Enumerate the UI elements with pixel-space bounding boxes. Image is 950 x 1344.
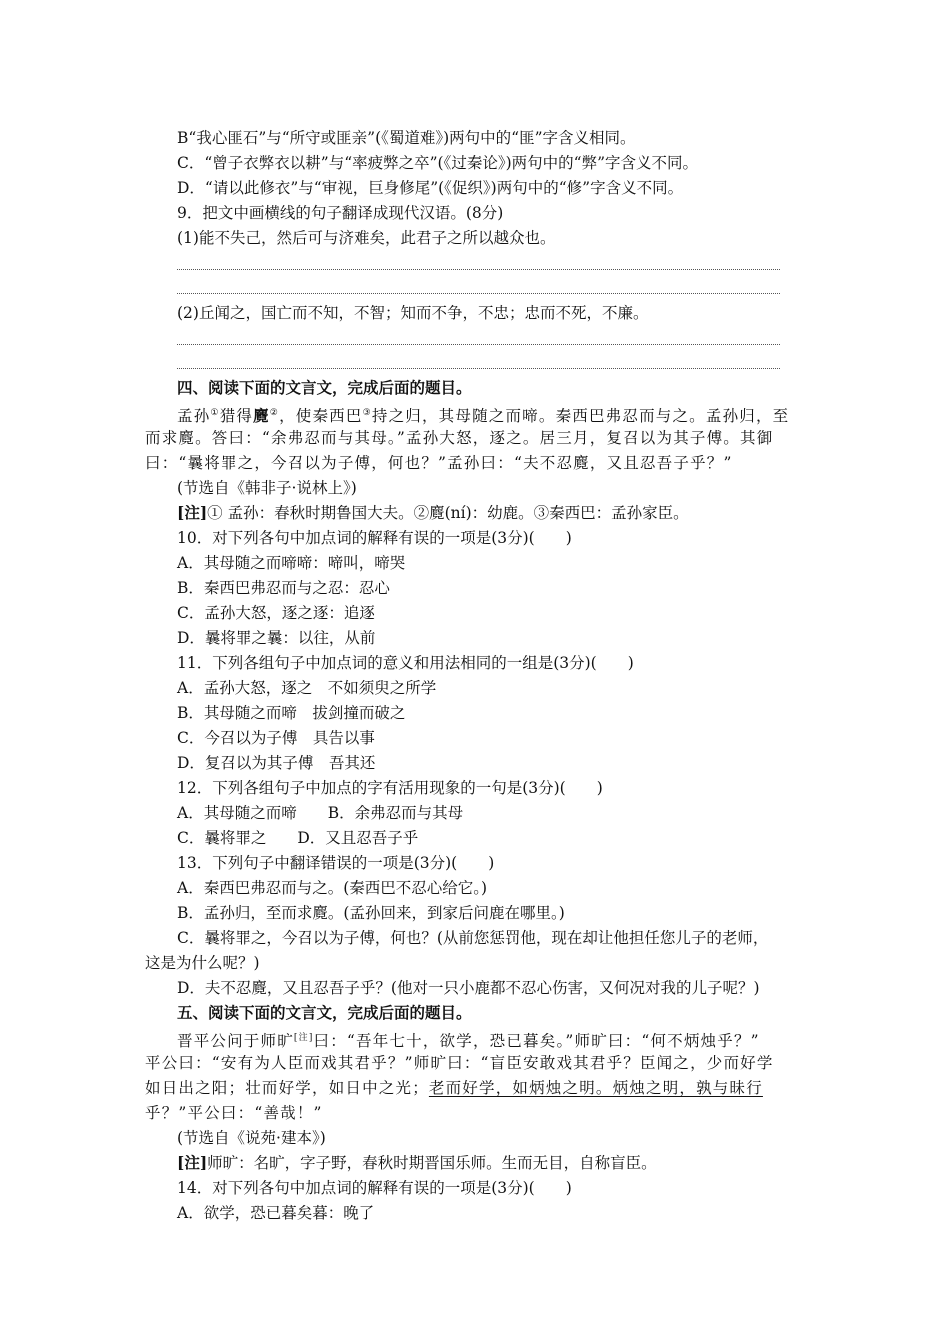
q8-option-b: B“我心匪石”与“所守或匪亲”(《蜀道难》)两句中的“匪”字含义相同。 bbox=[177, 129, 636, 147]
q12-stem: 12．下列各组句子中加点的字有活用现象的一句是(3分)( ) bbox=[177, 779, 603, 797]
q13-option-b: B．孟孙归，至而求麑。(孟孙回来，到家后问鹿在哪里。) bbox=[177, 904, 565, 922]
q12-options-ab: A．其母随之而啼 B．余弗忍而与其母 bbox=[177, 804, 464, 822]
q13-stem: 13．下列句子中翻译错误的一项是(3分)( ) bbox=[177, 854, 495, 872]
passage-4-note: [注]① 孟孙：春秋时期鲁国大夫。②麑(ní)：幼鹿。③秦西巴：孟孙家臣。 bbox=[177, 503, 689, 522]
passage-5-source: (节选自《说苑·建本》) bbox=[177, 1129, 326, 1147]
passage-5-line: 平公曰：“安有为人臣而戏其君乎？”师旷曰：“盲臣安敢戏其君乎？臣闻之，少而好学 bbox=[145, 1054, 774, 1072]
q8-option-d: D．“请以此修衣”与“审视，巨身修尾”(《促织》)两句中的“修”字含义不同。 bbox=[177, 179, 684, 197]
answer-line bbox=[177, 293, 780, 294]
q13-option-c-continued: 这是为什么呢？) bbox=[145, 954, 260, 972]
q9-sentence-2: (2)丘闻之，国亡而不知，不智；知而不争，不忠；忠而不死，不廉。 bbox=[177, 304, 649, 322]
q13-option-c: C．曩将罪之，今召以为子傅，何也？(从前您惩罚他，现在却让他担任您儿子的老师， bbox=[177, 929, 769, 947]
passage-5-line: 晋平公问于师旷[注]曰：“吾年七十，欲学，恐已暮矣。”师旷曰：“何不炳烛乎？” bbox=[177, 1032, 760, 1051]
q10-option-b: B．秦西巴弗忍而与之忍：忍心 bbox=[177, 579, 390, 597]
passage-5-line: 乎？”平公曰：“善哉！” bbox=[145, 1104, 323, 1122]
answer-line bbox=[177, 344, 780, 345]
underlined-sentence: 老而好学，如炳烛之明。炳烛之明，孰与昧行 bbox=[428, 1079, 763, 1097]
q13-option-a: A．秦西巴弗忍而与之。(秦西巴不忍心给它。) bbox=[177, 879, 488, 897]
q11-stem: 11．下列各组句子中加点词的意义和用法相同的一组是(3分)( ) bbox=[177, 654, 634, 672]
q14-stem: 14．对下列各句中加点词的解释有误的一项是(3分)( ) bbox=[177, 1179, 572, 1197]
q11-option-a: A．孟孙大怒，逐之 不如须臾之所学 bbox=[177, 679, 437, 697]
passage-5-note: [注]师旷：名旷，字子野，春秋时期晋国乐师。生而无目，自称盲臣。 bbox=[177, 1153, 657, 1172]
section-4-heading: 四、阅读下面的文言文，完成后面的题目。 bbox=[177, 378, 472, 397]
passage-5-line: 如日出之阳；壮而好学，如日中之光；老而好学，如炳烛之明。炳烛之明，孰与昧行 bbox=[145, 1079, 763, 1097]
passage-4-line: 而求麑。答曰：“余弗忍而与其母。”孟孙大怒，逐之。居三月，复召以为其子傅。其御 bbox=[145, 429, 774, 447]
q12-options-cd: C．曩将罪之 D．又且忍吾子乎 bbox=[177, 829, 419, 847]
passage-4-source: (节选自《韩非子·说林上》) bbox=[177, 479, 357, 497]
section-5-heading: 五、阅读下面的文言文，完成后面的题目。 bbox=[177, 1003, 472, 1022]
q9-sentence-1: (1)能不失己，然后可与济难矣，此君子之所以越众也。 bbox=[177, 229, 556, 247]
q10-option-a: A．其母随之而啼啼：啼叫，啼哭 bbox=[177, 554, 406, 572]
q9-stem: 9．把文中画横线的句子翻译成现代汉语。(8分) bbox=[177, 204, 504, 222]
answer-line bbox=[177, 269, 780, 270]
answer-line bbox=[177, 368, 780, 369]
passage-4-line: 孟孙①猎得麑②，使秦西巴③持之归，其母随之而啼。秦西巴弗忍而与之。孟孙归，至 bbox=[177, 406, 790, 426]
q11-option-b: B．其母随之而啼 拔剑撞而破之 bbox=[177, 704, 406, 722]
q10-option-c: C．孟孙大怒，逐之逐：追逐 bbox=[177, 604, 375, 622]
q14-option-a: A．欲学，恐已暮矣暮：晚了 bbox=[177, 1204, 375, 1222]
q10-option-d: D．曩将罪之曩：以往，从前 bbox=[177, 629, 376, 647]
q13-option-d: D．夫不忍麑，又且忍吾子乎？(他对一只小鹿都不忍心伤害，又何况对我的儿子呢？) bbox=[177, 979, 760, 997]
passage-4-line: 曰：“曩将罪之，今召以为子傅，何也？”孟孙曰：“夫不忍麑，又且忍吾子乎？” bbox=[145, 454, 733, 472]
q10-stem: 10．对下列各句中加点词的解释有误的一项是(3分)( ) bbox=[177, 529, 572, 547]
q11-option-d: D．复召以为其子傅 吾其还 bbox=[177, 754, 376, 772]
q11-option-c: C．今召以为子傅 具告以事 bbox=[177, 729, 375, 747]
q8-option-c: C．“曾子衣弊衣以耕”与“率疲弊之卒”(《过秦论》)两句中的“弊”字含义不同。 bbox=[177, 154, 699, 172]
